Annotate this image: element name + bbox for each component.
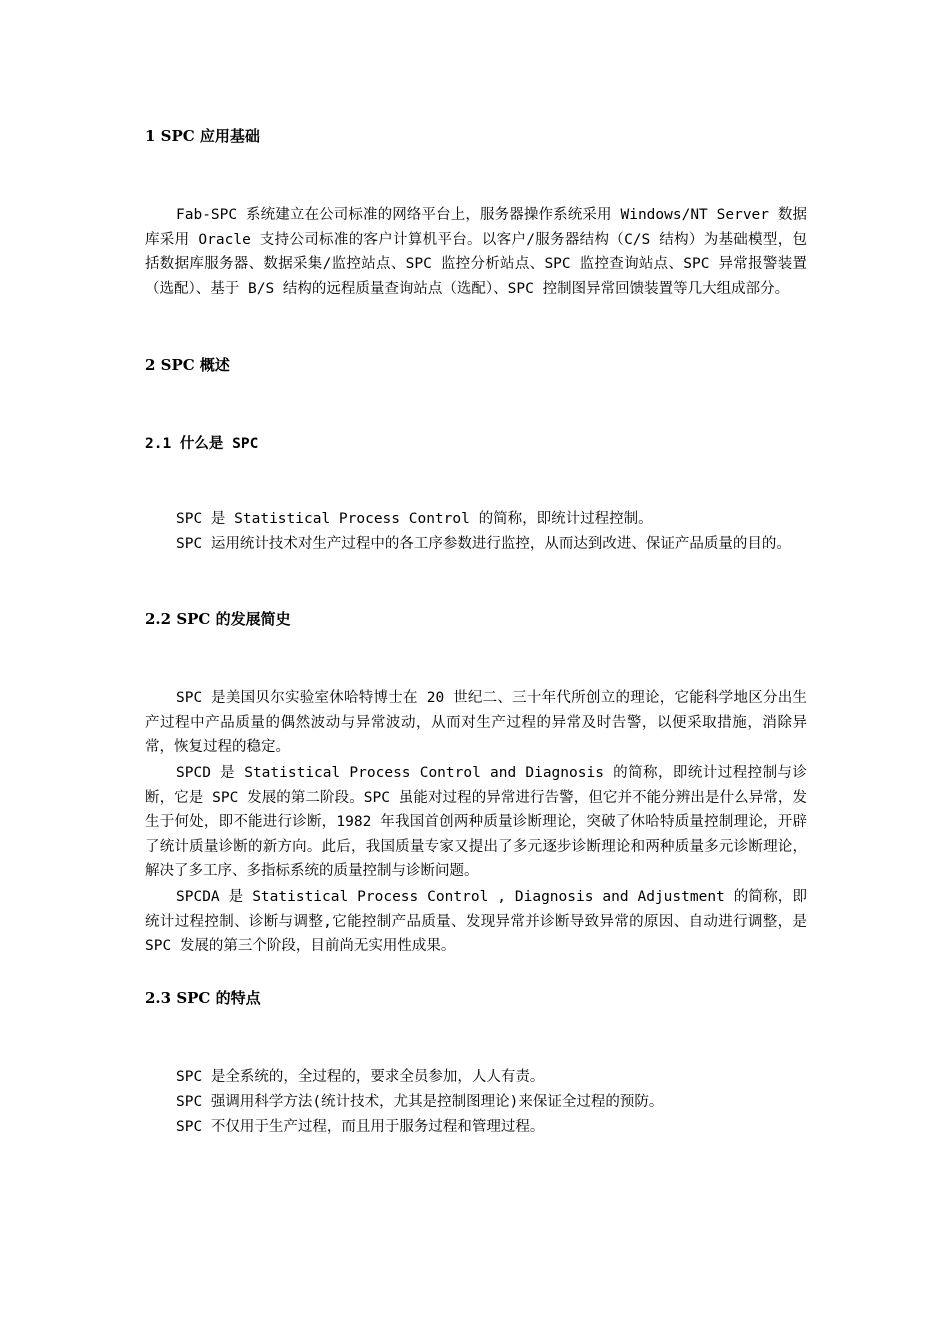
paragraph: SPC 运用统计技术对生产过程中的各工序参数进行监控，从而达到改进、保证产品质量的目的。 — [176, 536, 791, 552]
paragraph: SPC 不仅用于生产过程，而且用于服务过程和管理过程。 — [176, 1119, 545, 1135]
heading-1: 1 SPC 应用基础 — [145, 127, 260, 145]
paragraph: SPCDA 是 Statistical Process Control , Diagnosis and Adjustment 的简称，即统计过程控制、诊断与调整,它能控制产品质量、发现异常并诊断导致异常的原因、自动进行调整，是 SPC 发展的第三个阶段，目前尚无实用性成果。 — [145, 889, 807, 955]
paragraph: SPCD 是 Statistical Process Control and Diagnosis 的简称，即统计过程控制与诊断，它是 SPC 发展的第二阶段。SPC 虽能对过程的异常进行告警，但它并不能分辨出是什么异常，发生于何处，即不能进行诊断，1982 年我国首创两种质量诊断理论，突破了休哈特质量控制理论，开辟了统计质量诊断的新方向。此后，我国质量专家又提出了多元逐步诊断理论和两种质量多元诊断理论，解决了多工序、多指标系统的质量控制与诊断问题。 — [145, 765, 807, 880]
paragraph: SPC 是 Statistical Process Control 的简称，即统计过程控制。 — [176, 511, 653, 527]
heading-2-2: 2.2 SPC 的发展简史 — [145, 610, 291, 628]
heading-2: 2 SPC 概述 — [145, 356, 230, 374]
paragraph: Fab-SPC 系统建立在公司标准的网络平台上，服务器操作系统采用 Windows/NT Server 数据库采用 Oracle 支持公司标准的客户计算机平台。以客户/服务器结构（C/S 结构）为基础模型，包括数据库服务器、数据采集/监控站点、SPC 监控分析站点、SPC 监控查询站点、SPC 异常报警装置（选配）、基于 B/S 结构的远程质量查询站点（选配）、SPC 控制图异常回馈装置等几大组成部分。 — [145, 207, 807, 297]
paragraph: SPC 是美国贝尔实验室休哈特博士在 20 世纪二、三十年代所创立的理论，它能科学地区分出生产过程中产品质量的偶然波动与异常波动，从而对生产过程的异常及时告警，以便采取措施，消除异常，恢复过程的稳定。 — [145, 690, 807, 756]
paragraph: SPC 是全系统的，全过程的，要求全员参加，人人有责。 — [176, 1069, 545, 1085]
heading-2-1: 2.1 什么是 SPC — [145, 436, 259, 452]
paragraph: SPC 强调用科学方法(统计技术，尤其是控制图理论)来保证全过程的预防。 — [176, 1094, 664, 1110]
heading-2-3: 2.3 SPC 的特点 — [145, 989, 261, 1007]
